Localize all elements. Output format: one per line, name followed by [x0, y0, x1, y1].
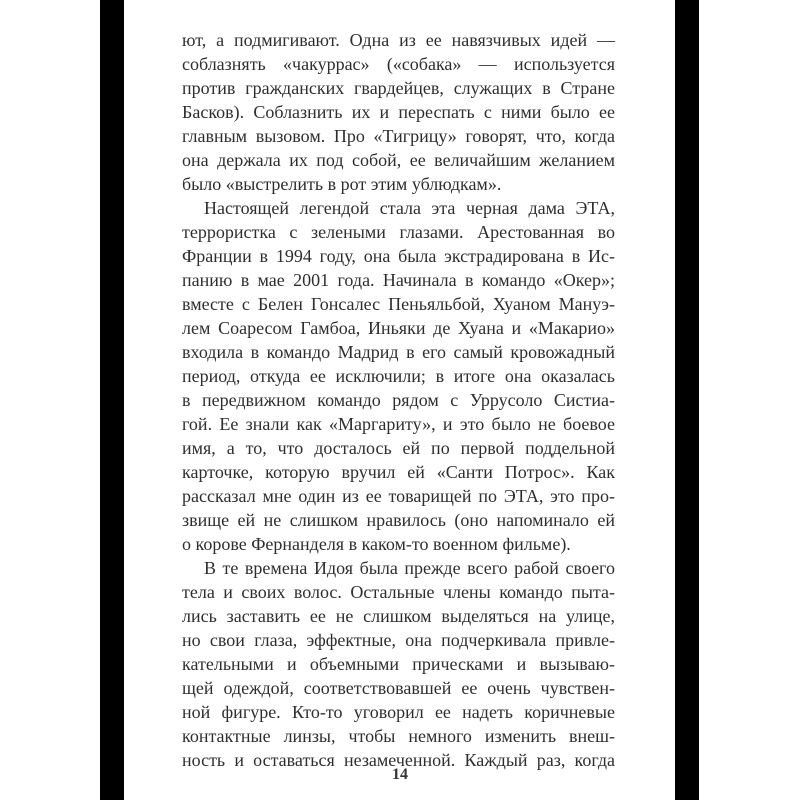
text-line: панию в мае 2001 года. Начинала в командо «Окер»;: [182, 270, 615, 290]
text-line: период, откуда ее исключили; в итоге она оказалась: [182, 366, 615, 386]
text-line: Настоящей легендой стала эта черная дама ЭТА,: [204, 198, 615, 218]
text-line: тела и своих волос. Остальные члены командо пыта-: [182, 582, 615, 602]
left-edge-bar: [100, 0, 124, 800]
text-line: лем Соаресом Гамбоа, Иньяки де Хуана и «Макарио»: [182, 318, 615, 338]
text-line: В те времена Идоя была прежде всего рабой своего: [204, 558, 615, 578]
text-line: соблазнять «чакуррас» («собака» — используется: [182, 54, 615, 74]
text-line: вместе с Белен Гонсалес Пеньяльбой, Хуаном Мануэ-: [182, 294, 615, 314]
text-line: главным вызовом. Про «Тигрицу» говорят, что, когда: [182, 126, 615, 146]
text-line: ность и оставаться незамеченной. Каждый раз, когда: [182, 750, 615, 770]
text-line: ной фигуре. Кто-то уговорил ее надеть коричневые: [182, 702, 615, 722]
text-line: имя, а то, что досталось ей по первой поддельной: [182, 438, 615, 458]
text-line: против гражданских гвардейцев, служащих в Стране: [182, 78, 615, 98]
text-line: кательными и объемными прическами и вызываю-: [182, 654, 615, 674]
text-line: Франции в 1994 году, она была экстрадирована в Ис-: [182, 246, 615, 266]
text-line: гой. Ее знали как «Маргариту», и это было не боевое: [182, 414, 615, 434]
paragraph: [182, 196, 615, 556]
text-line: в передвижном командо рядом с Уррусоло Систиа-: [182, 390, 615, 410]
text-line: лись заставить ее не слишком выделяться на улице,: [182, 606, 615, 626]
text-line: контактные линзы, чтобы немного изменить внеш-: [182, 726, 615, 746]
text-line: о корове Фернанделя в каком-то военном фильме).: [182, 534, 571, 554]
page-body-text: [182, 28, 615, 772]
paragraph: [182, 556, 615, 772]
text-line: входила в командо Мадрид в его самый кровожадный: [182, 342, 615, 362]
page-number: 14: [392, 766, 408, 783]
text-line: но свои глаза, эффектные, она подчеркивала привле-: [182, 630, 615, 650]
text-line: карточке, которую вручил ей «Санти Потрос». Как: [182, 462, 615, 482]
text-line: рассказал мне один из ее товарищей по ЭТА, это про-: [182, 486, 615, 506]
text-line: она держала их под собой, ее величайшим желанием: [182, 150, 615, 170]
text-line: звище ей не слишком нравилось (оно напоминало ей: [182, 510, 615, 530]
text-line: террористка с зелеными глазами. Арестованная во: [182, 222, 615, 242]
text-line: Басков). Соблазнить их и переспать с ними было ее: [182, 102, 615, 122]
text-line: щей одеждой, соответствовавшей ее очень чувствен-: [182, 678, 615, 698]
paragraph: [182, 28, 615, 196]
text-line: было «выстрелить в рот этим ублюдкам».: [182, 174, 502, 194]
text-line: ют, а подмигивают. Одна из ее навязчивых идей —: [182, 30, 615, 50]
right-edge-bar: [675, 0, 699, 800]
